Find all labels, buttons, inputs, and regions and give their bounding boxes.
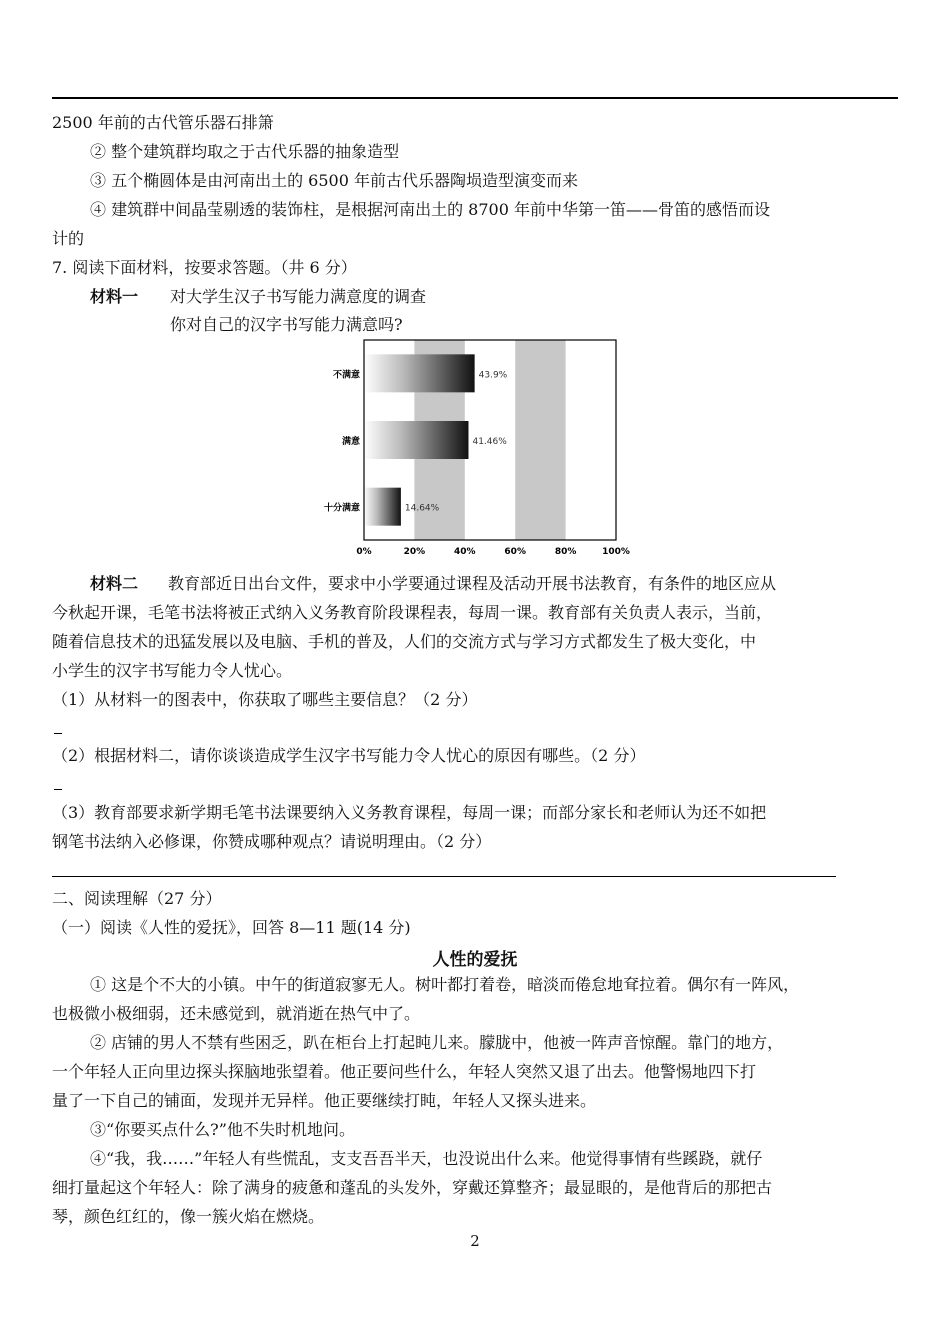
article-line: ④“我，我……”年轻人有些慌乱，支支吾吾半天，也没说出什么来。他觉得事情有些蹊跷，就仔 xyxy=(90,1149,763,1168)
sub-question-3: （3）教育部要求新学期毛笔书法课要纳入义务教育课程，每周一课；而部分家长和老师认为还不如把 xyxy=(52,803,767,822)
text-line: ② 整个建筑群均取之于古代乐器的抽象造型 xyxy=(90,142,400,161)
value-label: 41.46% xyxy=(472,437,507,447)
bar xyxy=(364,421,468,459)
sub-question-3: 钢笔书法纳入必修课，你赞成哪种观点？请说明理由。（2 分） xyxy=(52,832,492,851)
article-line: ③“你要买点什么?”他不失时机地问。 xyxy=(90,1120,355,1139)
tick-label: 40% xyxy=(454,547,476,557)
article-line: 量了一下自己的铺面，发现并无异样。他正要继续打盹，年轻人又探头进来。 xyxy=(52,1091,597,1110)
answer-dash xyxy=(54,789,62,790)
text-line: ④ 建筑群中间晶莹剔透的装饰柱，是根据河南出土的 8700 年前中华第一笛——骨笛的感悟而设 xyxy=(90,200,770,219)
tick-label: 20% xyxy=(403,547,426,557)
article-line: ① 这是个不大的小镇。中午的街道寂寥无人。树叶都打着卷，暗淡而倦怠地耷拉着。偶尔有一阵风， xyxy=(90,975,800,994)
category-label: 满意 xyxy=(341,437,360,447)
material-2-line: 今秋起开课，毛笔书法将被正式纳入义务教育阶段课程表，每周一课。教育部有关负责人表示，当前， xyxy=(52,603,773,622)
tick-label: 80% xyxy=(554,547,577,557)
article-line: 细打量起这个年轻人：除了满身的疲惫和蓬乱的头发外，穿戴还算整齐；最显眼的，是他背后的那把古 xyxy=(52,1178,773,1197)
top-rule xyxy=(52,97,898,99)
material-2-line: 随着信息技术的迅猛发展以及电脑、手机的普及，人们的交流方式与学习方式都发生了极大变化，中 xyxy=(52,632,757,651)
material-2-label: 材料二 xyxy=(90,574,139,593)
x-ticks xyxy=(356,547,630,557)
article-line: 也极微小极细弱，还未感觉到，就消逝在热气中了。 xyxy=(52,1004,421,1023)
category-label: 不满意 xyxy=(332,370,360,381)
value-label: 14.64% xyxy=(404,503,440,514)
material-1-question: 你对自己的汉字书写能力满意吗? xyxy=(170,315,403,334)
shaded-band xyxy=(515,340,565,540)
text-line: 2500 年前的古代管乐器石排箫 xyxy=(52,113,274,132)
sub-question-2: （2）根据材料二，请你谈谈造成学生汉字书写能力令人忧心的原因有哪些。（2 分） xyxy=(52,746,646,765)
bar xyxy=(364,354,475,392)
value-label: 43.9% xyxy=(478,370,508,381)
question-7: 7. 阅读下面材料，按要求答题。（井 6 分） xyxy=(52,258,357,277)
section-divider xyxy=(52,876,836,877)
section-subheading: （一）阅读《人性的爱抚》，回答 8—11 题(14 分) xyxy=(52,918,411,937)
article-line: 琴，颜色红红的，像一簇火焰在燃烧。 xyxy=(52,1207,325,1226)
material-1-label: 材料一 xyxy=(90,287,139,306)
tick-label: 60% xyxy=(504,547,526,557)
category-label: 十分满意 xyxy=(323,503,360,514)
category-labels xyxy=(324,368,360,513)
tick-label: 100% xyxy=(602,547,630,557)
bar xyxy=(364,488,401,526)
answer-dash xyxy=(54,733,62,734)
text-line: ③ 五个椭圆体是由河南出土的 6500 年前古代乐器陶埙造型演变而来 xyxy=(90,171,578,190)
section-heading: 二、阅读理解（27 分） xyxy=(52,889,222,908)
material-1-title: 对大学生汉子书写能力满意度的调查 xyxy=(170,287,427,306)
page-number: 2 xyxy=(470,1232,480,1250)
text-line: 计的 xyxy=(52,229,85,248)
tick-label: 0% xyxy=(356,547,372,557)
article-title: 人性的爱抚 xyxy=(432,950,518,970)
article-line: ② 店铺的男人不禁有些困乏，趴在柜台上打起盹儿来。朦胧中，他被一阵声音惊醒。靠门的地方， xyxy=(90,1033,784,1052)
material-2-line: 小学生的汉字书写能力令人忧心。 xyxy=(52,661,293,680)
satisfaction-bar-chart xyxy=(310,335,640,560)
sub-question-1: （1）从材料一的图表中，你获取了哪些主要信息？（2 分） xyxy=(52,690,478,709)
material-2-line: 教育部近日出台文件，要求中小学要通过课程及活动开展书法教育，有条件的地区应从 xyxy=(168,574,777,593)
article-line: 一个年轻人正向里边探头探脑地张望着。他正要问些什么，年轻人突然又退了出去。他警惕地四下打 xyxy=(52,1062,757,1081)
